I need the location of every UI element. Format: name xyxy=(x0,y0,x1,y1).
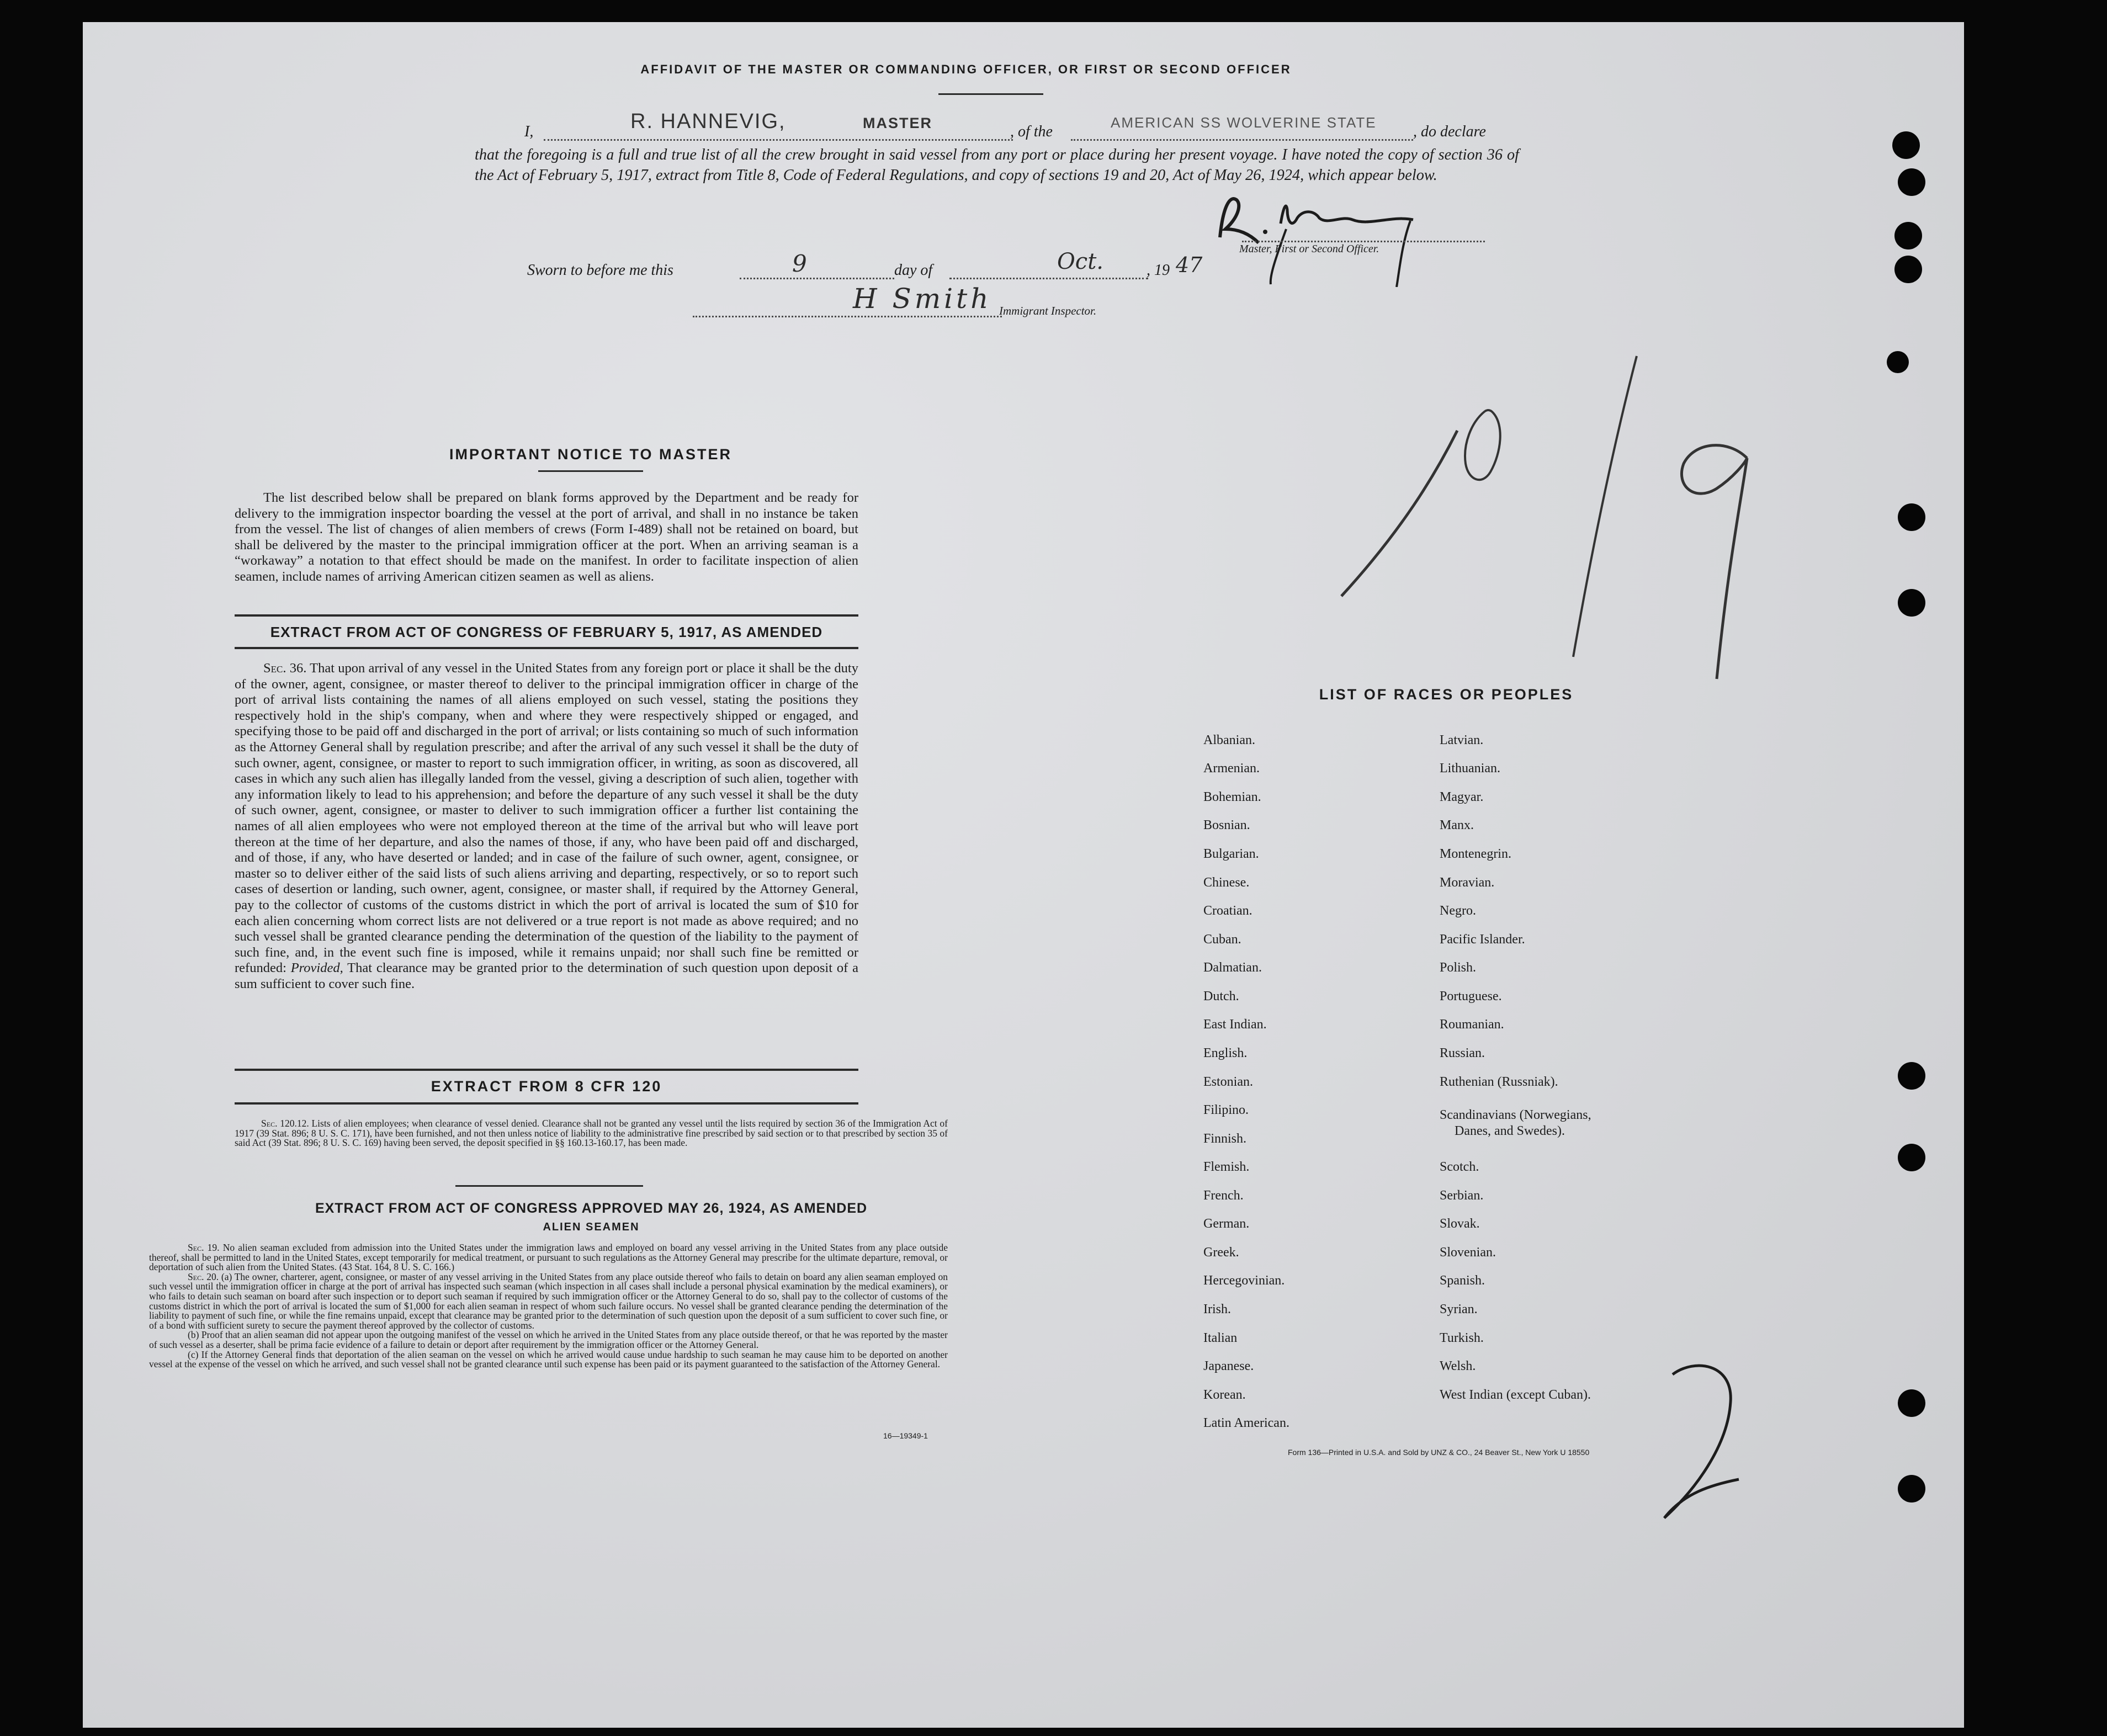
sec19-text: No alien seaman excluded from admission into the United States under the immigration laws and employed on board any vessel arriving in the United States from any place outside thereof, shall be permitted to land in the United States, except temporarily for medical treatment, or pursuant to such regulations as the Attorney General may prescribe for the ultimate departure, removal, or deportation of such alien from the United States. (43 Stat. 164, 8 U. S. C. 166.) xyxy=(149,1242,948,1273)
of-the-label: , of the xyxy=(1010,123,1053,140)
race-item: Dutch. xyxy=(1203,989,1239,1004)
sworn-label: Sworn to before me this xyxy=(527,262,673,279)
inspector-label: Immigrant Inspector. xyxy=(999,304,1097,317)
sworn-day-line xyxy=(740,278,894,279)
race-item: Roumanian. xyxy=(1440,1017,1504,1032)
race-item: Latin American. xyxy=(1203,1416,1289,1430)
sworn-month: Oct. xyxy=(1057,249,1103,274)
inspector-signature-line xyxy=(693,316,1002,317)
extract-1924-text xyxy=(149,1243,948,1369)
race-item: Scotch. xyxy=(1440,1160,1479,1174)
race-item: Pacific Islander. xyxy=(1440,932,1525,947)
rule-1917-bottom xyxy=(235,647,858,649)
master-rank: MASTER xyxy=(863,115,932,131)
race-item: Spanish. xyxy=(1440,1273,1485,1288)
sworn-day: 9 xyxy=(792,250,807,277)
races-title: LIST OF RACES OR PEOPLES xyxy=(1319,686,1574,703)
sec20b-text: (b) Proof that an alien seaman did not appear upon the outgoing manifest of the vessel on which he arrived in the United States from any place outside thereof, or that he was reported by the master of such vessel as a deserter, shall be prima facie evidence of a failure to detain or deport after requirement by the immigration officer or the Attorney General. xyxy=(149,1329,948,1350)
race-item: East Indian. xyxy=(1203,1017,1267,1032)
sec120-text: Lists of alien employees; when clearance of vessel denied. Clearance shall not be granted any vessel until the lists required by section 36 of the Immigration Act of 1917 (39 Stat. 896; 8 U. S. C. 171), have been furnished, and not then unless notice of liability to the administrative fine prescribed by said section or to that prescribed by section 35 of said Act (39 Stat. 896; 8 U. S. C. 169) having been served, the deposit specified in §§ 160.13-160.17, has been made. xyxy=(235,1118,948,1149)
race-item: Portuguese. xyxy=(1440,989,1502,1004)
race-item: Lithuanian. xyxy=(1440,761,1500,776)
vessel-underline xyxy=(1071,139,1413,141)
race-item: Bulgarian. xyxy=(1203,847,1259,861)
race-item: West Indian (except Cuban). xyxy=(1440,1388,1591,1402)
race-item: Polish. xyxy=(1440,960,1477,975)
race-item: Manx. xyxy=(1440,818,1474,832)
extract-cfr-title: EXTRACT FROM 8 CFR 120 xyxy=(431,1078,662,1095)
notice-text: The list described below shall be prepared on blank forms approved by the Department and be ready for delivery to the immigration inspector boarding the vessel at the port of arrival, and shall in no instance be taken from the vessel. The list of changes of alien members of crews (Form I-489) shall not be retained on board, but shall be delivered by the master to the principal immigration officer at the port. When an arriving seaman is a “workaway” a notation to that effect should be made on the manifest. In order to facilitate inspection of alien seamen, include names of arriving American citizen seamen as well as aliens. xyxy=(235,490,858,584)
race-item: Magyar. xyxy=(1440,790,1484,804)
race-item: Danes, and Swedes). xyxy=(1455,1124,1565,1138)
binder-hole xyxy=(1887,351,1909,373)
race-item: Flemish. xyxy=(1203,1160,1250,1174)
extract-1924-subtitle: ALIEN SEAMEN xyxy=(543,1221,640,1233)
declare-label: , do declare xyxy=(1413,123,1486,140)
binder-hole xyxy=(1898,503,1925,531)
extract-1917-title: EXTRACT FROM ACT OF CONGRESS OF FEBRUARY 5, 1917, AS AMENDED xyxy=(270,624,823,640)
rule-cfr-top xyxy=(235,1069,858,1071)
sec36-text: That upon arrival of any vessel in the United States from any foreign port or place it shall be the duty of the owner, agent, consignee, or master thereof to deliver to the principal immigration officer in charge of the port of arrival lists containing the names of all aliens employed on such vessel, stating the positions they respectively hold in the ship's company, when and where they were respectively shipped or engaged, and specifying those to be paid off and discharged in the port of arrival; or lists containing so much of such information as the Attorney General shall by regulation prescribe; and after the arrival of any such vessel it shall be the duty of such owner, agent, consignee, or master to report to such immigration officer, in writing, as soon as discovered, all cases in which any such alien has illegally landed from the vessel, giving a description of such alien, together with any information likely to lead to his apprehension; and before the departure of any such vessel it shall be the duty of such owner, agent, consignee, or master to deliver to such immigration officer a further list containing the names of all alien employees who were not employed thereon at the time of the arrival but who will leave port thereon at the time of her departure, and also the names of those, if any, who have been paid off and discharged, and of those, if any, who have deserted or landed; and in case of the failure of such owner, agent, consignee, or master so to deliver either of the said lists of such aliens arriving and departing, respectively, or so to report such cases of desertion or landing, such owner, agent, consignee, or master shall, if required by the Attorney General, pay to the collector of customs of the customs district in which the port of arrival is located the sum of $10 for each alien concerning whom correct lists are not delivered or a true report is not made as above required; and no such vessel shall be granted clearance pending the determination of the question of the liability to the payment of such fine, and, in the event such fine is imposed, while it remains unpaid; nor shall such fine be remitted or refunded: xyxy=(235,661,858,976)
binder-hole xyxy=(1898,1389,1925,1417)
race-item: Turkish. xyxy=(1440,1331,1484,1345)
race-item: Syrian. xyxy=(1440,1302,1478,1316)
master-signature-line xyxy=(1242,241,1485,242)
race-item: German. xyxy=(1203,1217,1250,1231)
notice-title-rule xyxy=(538,470,643,472)
race-item: Irish. xyxy=(1203,1302,1231,1316)
affidavit-statement: that the foregoing is a full and true list of all the crew brought in said vessel from any port or place during her present voyage. I have noted the copy of section 36 of the Act of February 5, 1917, extract from Title 8, Code of Federal Regulations, and copy of sections 19 and 20, Act of May 26, 1924, which appear below. xyxy=(475,146,1519,184)
race-item: Korean. xyxy=(1203,1388,1246,1402)
binder-hole xyxy=(1894,222,1922,249)
race-item: Chinese. xyxy=(1203,875,1250,890)
race-item: English. xyxy=(1203,1046,1248,1060)
notice-title: IMPORTANT NOTICE TO MASTER xyxy=(449,446,732,463)
binder-hole xyxy=(1898,1475,1925,1503)
sec20c-text: (c) If the Attorney General finds that deportation of the alien seaman on the vessel on which he arrived would cause undue hardship to such seaman he may cause him to be deported on another vessel at the expense of the vessel on which he arrived, and such vessel shall not be granted clearance until such expense has been paid or its payment guaranteed to the satisfaction of the Attorney General. xyxy=(149,1349,948,1370)
race-item: Cuban. xyxy=(1203,932,1241,947)
race-item: Ruthenian (Russniak). xyxy=(1440,1075,1558,1089)
race-item: Montenegrin. xyxy=(1440,847,1511,861)
extract-cfr-text xyxy=(235,1119,948,1148)
printer-footer: Form 136—Printed in U.S.A. and Sold by UNZ & CO., 24 Beaver St., New York U 18550 xyxy=(1288,1448,1590,1457)
rule-1917-top xyxy=(235,614,858,617)
race-item: Scandinavians (Norwegians, xyxy=(1440,1108,1591,1122)
binder-hole xyxy=(1892,131,1920,159)
race-item: Slovak. xyxy=(1440,1217,1480,1231)
race-item: Welsh. xyxy=(1440,1359,1476,1373)
year-suffix: 47 xyxy=(1176,253,1203,277)
race-item: Estonian. xyxy=(1203,1075,1253,1089)
race-item: Finnish. xyxy=(1203,1132,1247,1146)
sec19-label: Sec. 19. xyxy=(188,1242,220,1253)
race-item: Croatian. xyxy=(1203,904,1252,918)
sec36-text-after: That clearance may be granted prior to the determination of such question upon deposit of a sum sufficient to cover such fine. xyxy=(235,960,858,991)
race-item: French. xyxy=(1203,1188,1244,1203)
race-item: Armenian. xyxy=(1203,761,1260,776)
year-prefix: , 19 xyxy=(1147,262,1170,279)
vessel-name: AMERICAN SS WOLVERINE STATE xyxy=(1111,114,1377,131)
race-item: Hercegovinian. xyxy=(1203,1273,1285,1288)
binder-hole xyxy=(1898,1144,1925,1171)
race-item: Latvian. xyxy=(1440,733,1484,747)
extract-1917-text xyxy=(235,661,858,992)
provided-label: Provided, xyxy=(290,960,343,976)
binder-hole xyxy=(1898,589,1925,617)
race-item: Serbian. xyxy=(1440,1188,1484,1203)
rule-cfr-bottom xyxy=(235,1102,858,1105)
master-signature xyxy=(1209,177,1463,287)
sec20-label: Sec. 20. xyxy=(188,1271,219,1282)
race-item: Negro. xyxy=(1440,904,1476,918)
i-label: I, xyxy=(524,123,534,140)
day-of-label: day of xyxy=(894,262,933,279)
race-item: Bosnian. xyxy=(1203,818,1250,832)
race-item: Slovenian. xyxy=(1440,1245,1496,1260)
master-name: R. HANNEVIG, xyxy=(630,110,786,133)
inspector-signature: H Smith xyxy=(853,283,992,315)
handwritten-corner-number xyxy=(1634,1352,1755,1535)
master-signature-label: Master, First or Second Officer. xyxy=(1239,243,1379,255)
sec120-label: Sec. 120.12. xyxy=(261,1118,309,1129)
race-item: Filipino. xyxy=(1203,1103,1249,1117)
binder-hole xyxy=(1898,168,1925,196)
race-item: Moravian. xyxy=(1440,875,1495,890)
race-item: Greek. xyxy=(1203,1245,1239,1260)
race-item: Albanian. xyxy=(1203,733,1255,747)
extract-1924-title: EXTRACT FROM ACT OF CONGRESS APPROVED MAY 26, 1924, AS AMENDED xyxy=(315,1201,868,1216)
rule-1924-top xyxy=(455,1185,643,1187)
title-underline xyxy=(938,93,1043,95)
handwritten-page-number xyxy=(1308,348,1805,690)
race-item: Bohemian. xyxy=(1203,790,1261,804)
race-item: Italian xyxy=(1203,1331,1238,1345)
binder-hole xyxy=(1898,1062,1925,1090)
race-item: Russian. xyxy=(1440,1046,1485,1060)
race-item: Japanese. xyxy=(1203,1359,1254,1373)
sec36-label: Sec. 36. xyxy=(263,661,307,676)
affidavit-title: AFFIDAVIT OF THE MASTER OR COMMANDING OFFICER, OR FIRST OR SECOND OFFICER xyxy=(640,62,1292,76)
sworn-month-line xyxy=(949,278,1148,279)
sec20a-text: (a) The owner, charterer, agent, consignee, or master of any vessel arriving in the United States from any place outside thereof who fails to detain on board any alien seaman employed on such vessel until the immigration officer in charge at the port of arrival has inspected such seaman (which inspection in all cases shall include a personal physical examination by the medical examiners), or who fails to detain such seaman on board after such inspection or to deport such seaman if required by such immigration officer or the Attorney General to do so, shall pay to the collector of customs of the customs district in which the port of arrival is located the sum of $1,000 for each alien seaman in respect of whom such failure occurs. No vessel shall be granted clearance pending the determination of the liability to payment of such fine, or while the fine remains unpaid, except that clearance may be granted prior to the determination of such question upon the deposit of a sum sufficient to cover such fine, or of a bond with sufficient surety to secure the payment thereof approved by the collector of customs. xyxy=(149,1271,948,1331)
binder-hole xyxy=(1894,256,1922,283)
form-number: 16—19349-1 xyxy=(883,1431,928,1440)
name-underline xyxy=(544,139,1013,141)
race-item: Dalmatian. xyxy=(1203,960,1262,975)
